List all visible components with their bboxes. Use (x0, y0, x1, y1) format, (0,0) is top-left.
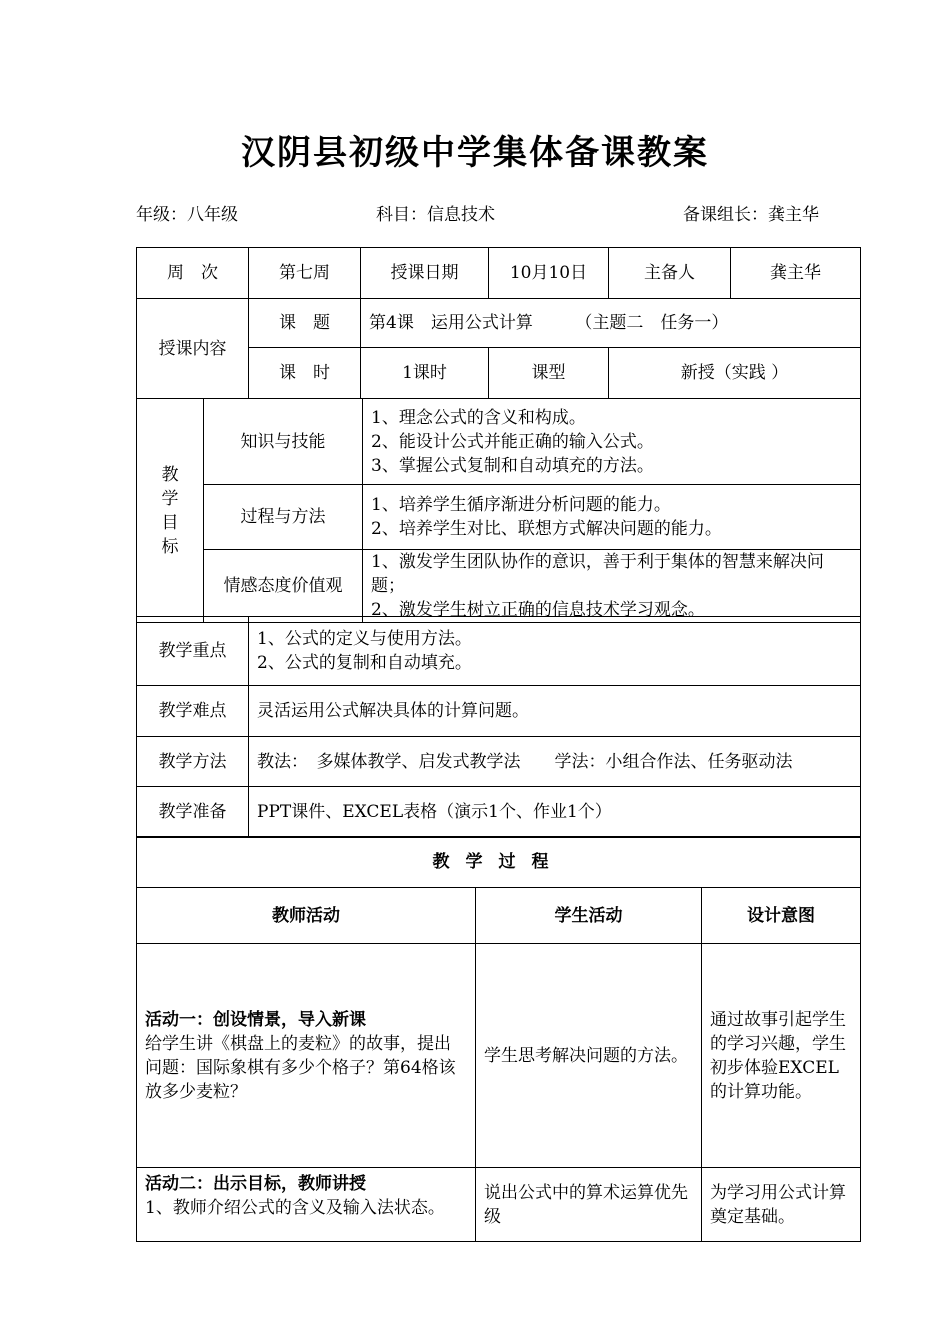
process-label: 过程与方法 (204, 485, 363, 550)
topic-label: 课 题 (249, 299, 361, 348)
preparation-value: PPT课件、EXCEL表格（演示1个、作业1个） (249, 787, 861, 838)
emotion-line: 1、激发学生团队协作的意识，善于利于集体的智慧来解决问题； (371, 552, 824, 596)
activity2-student: 说出公式中的算术运算优先级 (476, 1168, 702, 1242)
difficulty-value: 灵活运用公式解决具体的计算问题。 (249, 686, 861, 737)
activity1-teacher (137, 944, 476, 1168)
col-student-activity: 学生活动 (476, 888, 702, 944)
activity2-teacher-text: 1、教师介绍公式的含义及输入法状态。 (145, 1198, 445, 1218)
method-label: 教学方法 (137, 737, 249, 787)
date-label: 授课日期 (361, 248, 489, 299)
grade-label: 年级：八年级 (136, 205, 238, 225)
week-value: 第七周 (249, 248, 361, 299)
knowledge-line: 3、掌握公式复制和自动填充的方法。 (371, 455, 654, 476)
activity1-teacher-text: 给学生讲《棋盘上的麦粒》的故事，提出问题：国际象棋有多少个格子？第64格该放多少麦粒？ (145, 1033, 456, 1102)
knowledge-line: 2、能设计公式并能正确的输入公式。 (371, 431, 654, 452)
emotion-label: 情感态度价值观 (204, 550, 363, 623)
leader-label: 备课组长：龚主华 (683, 205, 819, 225)
date-value: 10月10日 (489, 248, 609, 299)
activity2-intent: 为学习用公式计算奠定基础。 (702, 1168, 861, 1242)
process-content (363, 485, 861, 550)
process-line: 2、培养学生对比、联想方式解决问题的能力。 (371, 519, 722, 539)
col-teacher-activity: 教师活动 (137, 888, 476, 944)
goals-label-char: 学 (161, 488, 179, 509)
difficulty-label: 教学难点 (137, 686, 249, 737)
hours-label: 课 时 (249, 348, 361, 399)
key-point-line: 2、公式的复制和自动填充。 (257, 653, 472, 673)
goals-label-char: 目 (161, 512, 179, 533)
week-label: 周 次 (137, 248, 249, 299)
method-value: 教法： 多媒体教学、启发式教学法 学法：小组合作法、任务驱动法 (249, 737, 861, 787)
header-table (136, 247, 861, 299)
process-line: 1、培养学生循序渐进分析问题的能力。 (371, 495, 671, 515)
preparer-label: 主备人 (609, 248, 731, 299)
knowledge-content (363, 399, 861, 485)
goals-label-char: 教 (161, 464, 179, 485)
activity1-intent: 通过故事引起学生的学习兴趣，学生初步体验EXCEL的计算功能。 (702, 944, 861, 1168)
topic-value: 第4课 运用公式计算 （主题二 任务一） (361, 299, 861, 348)
process-heading: 教学过程 (137, 837, 861, 888)
knowledge-line: 1、理念公式的含义和构成。 (371, 407, 586, 428)
preparer-value: 龚主华 (731, 248, 861, 299)
lesson-type-value: 新授（实践 ） (609, 348, 861, 399)
page-title: 汉阴县初级中学集体备课教案 (241, 133, 709, 173)
key-point-line: 1、公式的定义与使用方法。 (257, 629, 472, 649)
activity1-student: 学生思考解决问题的方法。 (476, 944, 702, 1168)
content-label: 授课内容 (137, 299, 249, 399)
col-design-intent: 设计意图 (702, 888, 861, 944)
preparation-label: 教学准备 (137, 787, 249, 838)
subject-label: 科目：信息技术 (376, 205, 495, 225)
content-table (136, 298, 861, 399)
key-points-content (249, 617, 861, 686)
process-table (136, 836, 861, 1242)
goals-label (137, 399, 204, 623)
lesson-type-label: 课型 (489, 348, 609, 399)
emotion-content (363, 550, 861, 623)
key-points-label: 教学重点 (137, 617, 249, 686)
knowledge-label: 知识与技能 (204, 399, 363, 485)
goals-table (136, 398, 861, 623)
activity2-title: 活动二：出示目标，教师讲授 (145, 1174, 366, 1194)
emotion-line: 2、激发学生树立正确的信息技术学习观念。 (371, 600, 705, 620)
hours-value: 1课时 (361, 348, 489, 399)
activity2-teacher (137, 1168, 476, 1242)
activity1-title: 活动一：创设情景，导入新课 (145, 1009, 366, 1030)
goals-label-char: 标 (161, 536, 179, 557)
info-table (136, 616, 861, 838)
